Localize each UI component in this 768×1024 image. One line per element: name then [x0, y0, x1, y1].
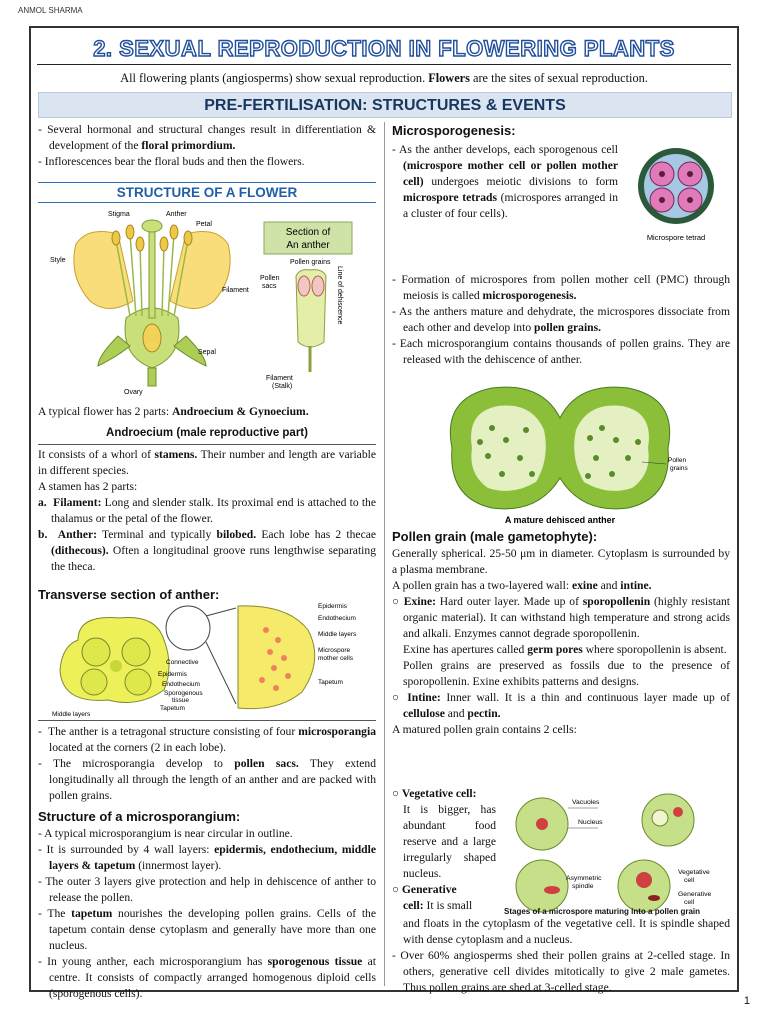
label-pollen-1: Pollen — [668, 457, 687, 464]
rule — [38, 182, 376, 183]
bullet-floral: - Several hormonal and structural changes result in differentiation & development of the floral primordium. — [38, 123, 376, 152]
section-title-2: An anther — [286, 240, 330, 251]
section-banner: PRE-FERTILISATION: STRUCTURES & EVENTS — [38, 92, 732, 118]
tetrad-caption: Microspore tetrad — [646, 233, 706, 242]
dehisced-anther-figure — [432, 378, 768, 526]
page-frame — [29, 26, 739, 1000]
generative-desc: and floats in the cytoplasm of the vegetative cell. It is spindle shaped with dense cytoplasm and a nucleus. — [403, 917, 730, 946]
label-filament: Filament — [222, 287, 249, 294]
pg-wall: A pollen grain has a two-layered wall: exine and intine. — [392, 578, 652, 592]
author-name: ANMOL SHARMA — [18, 6, 83, 15]
tetragonal-text — [38, 724, 376, 804]
vegetative-cell-text — [392, 786, 496, 914]
whorl-text: It consists of a whorl of stamens. Their number and length are variable in different species. — [38, 448, 376, 477]
pollen-stages-figure — [508, 790, 768, 924]
label-sporogenous-1: Sporogenous — [164, 690, 203, 697]
generative-label: ○ Generative — [392, 882, 457, 896]
ms-bullets — [392, 272, 730, 368]
title-rule — [37, 64, 731, 65]
label-pollen-sacs-2: sacs — [262, 283, 277, 290]
rule — [38, 444, 376, 445]
ts-anther-diagram — [38, 600, 376, 718]
bullet-ms3: - As the anthers mature and dehydrate, the microspores dissociate from each other and develop into pollen grains. — [392, 304, 730, 334]
exine-germ-pores: Exine has apertures called germ pores where sporopollenin is absent. — [403, 642, 727, 656]
bullet-inflorescence: - Inflorescences bear the floral buds and then the flowers. — [38, 154, 305, 168]
page-number: 1 — [743, 995, 750, 1007]
bullet-m1: - A typical microsporangium is near circular in outline. — [38, 827, 293, 840]
microsporangium-text — [38, 826, 376, 1002]
label-generative-1: Generative — [678, 891, 712, 898]
intro-bullets — [38, 122, 376, 170]
label-asymmetric-2: spindle — [572, 883, 594, 890]
flower-diagram — [38, 206, 376, 396]
bullet-tetragonal: - The anther is a tetragonal structure consisting of four microsporangia located at the corners (2 in each lobe). — [38, 725, 376, 754]
exine-item: ○ Exine: Hard outer layer. Made up of sporopollenin (highly resistant organic material). It can withstand high temperature and strong acids and alkali. Enzymes cannot degrade sporopollenin. — [392, 594, 730, 640]
pg-general: Generally spherical. 25-50 μm in diameter. Cytoplasm is surrounded by a plasma membrane. — [392, 547, 730, 576]
page-title: 2. SEXUAL REPRODUCTION IN FLOWERING PLANTS — [93, 36, 675, 61]
dehisced-caption: A mature dehisced anther — [504, 515, 616, 525]
ms1-text — [392, 142, 618, 222]
generative-start: cell: It is small — [403, 898, 473, 912]
label-generative-2: cell — [684, 899, 695, 906]
label-petal: Petal — [196, 221, 212, 228]
left-column — [38, 122, 377, 1000]
vegetative-desc: It is bigger, has abundant food reserve and a large irregularly shaped nucleus. — [403, 802, 496, 880]
bullet-pollen-sacs: - The microsporangia develop to pollen sacs. They extend longitudinally all through the length of an anther and are packed with pollen grains. — [38, 756, 376, 802]
label-dehiscence: Line of dehiscence — [336, 266, 343, 325]
exine-fossils: Pollen grains are preserved as fossils due to the presence of sporopollenin. Exine exhibits patterns and designs. — [403, 658, 730, 688]
bullet-m3: - The outer 3 layers give protection and help in dehiscence of anther to release the pollen. — [38, 874, 376, 904]
label-vegetative-2: cell — [684, 877, 695, 884]
label-pollen-grains: Pollen grains — [290, 259, 331, 266]
label-stigma: Stigma — [108, 211, 130, 218]
label-r-endothecium: Endothecium — [318, 615, 356, 622]
bullet-ms2: - Formation of microspores from pollen mother cell (PMC) through meiosis is called microsporogenesis. — [392, 273, 730, 302]
label-vegetative-1: Vegetative — [678, 869, 710, 876]
label-stalk-1: Filament — [266, 375, 293, 382]
label-r-middle-layers: Middle layers — [318, 631, 357, 638]
label-anther: Anther — [166, 211, 187, 218]
androecium-heading: Androecium (male reproductive part) — [106, 427, 308, 439]
bullet-m5: - In young anther, each microsporangium has sporogenous tissue at centre. It consists of compactly arranged homogenous diploid cells (sporogenous cells). — [38, 954, 377, 1000]
stages-caption: Stages of a microspore maturing into a pollen grain — [504, 907, 701, 916]
pollen-grain-heading: Pollen grain (male gametophyte): — [392, 529, 598, 544]
stamen-parts: A stamen has 2 parts: — [38, 479, 138, 493]
label-ovary: Ovary — [124, 389, 143, 396]
label-connective: Connective — [166, 659, 199, 666]
androecium-text — [38, 447, 376, 575]
microsporogenesis-heading: Microsporogenesis: — [392, 123, 516, 138]
rule — [38, 202, 376, 203]
generative-cont — [392, 916, 730, 996]
bullet-ms4: - Each microsporangium contains thousands of pollen grains. They are released with the dehiscence of anther. — [392, 336, 730, 366]
label-r-epidermis: Epidermis — [318, 603, 347, 610]
label-sepal: Sepal — [198, 349, 216, 356]
right-column — [392, 122, 731, 994]
column-divider — [384, 122, 385, 986]
tetrad-figure — [624, 142, 768, 246]
two-parts: A typical flower has 2 parts: Androecium & Gynoecium. — [38, 405, 309, 418]
bullet-m4: - The tapetum nourishes the developing pollen grains. Cells of the tapetum contain dense cytoplasm and generally have more than one nucleus. — [38, 906, 376, 952]
intine-item: ○ Intine: Inner wall. It is a thin and continuous layer made up of cellulose and pectin. — [392, 690, 731, 720]
label-style: Style — [50, 257, 66, 264]
label-middle-layers: Middle layers — [52, 711, 91, 718]
label-r-tapetum: Tapetum — [318, 679, 343, 686]
structure-heading: STRUCTURE OF A FLOWER — [116, 185, 298, 200]
label-sporogenous-2: tissue — [172, 697, 189, 704]
label-epidermis: Epidermis — [158, 671, 187, 678]
label-endothecium: Endothecium — [162, 681, 200, 688]
rule — [38, 720, 376, 721]
pollen-grain-text — [392, 546, 730, 738]
label-stalk-2: (Stalk) — [272, 383, 293, 390]
label-r-microspore-2: mother cells — [318, 655, 354, 662]
filament-item: a. Filament: Long and slender stalk. Its proximal end is attached to the thalamus or the petal of the flower. — [38, 495, 376, 525]
bullet-m2: - It is surrounded by 4 wall layers: epidermis, endothecium, middle layers & tapetum (innermost layer). — [38, 842, 376, 872]
intro-line: All flowering plants (angiosperms) show sexual reproduction. Flowers are the sites of sexual reproduction. — [120, 71, 648, 85]
label-asymmetric-1: Asymmetric — [566, 875, 602, 882]
label-vacuoles: Vacuoles — [572, 799, 600, 806]
label-r-microspore-1: Microspore — [318, 647, 351, 654]
label-nucleus: Nucleus — [578, 819, 603, 826]
bullet-ms1: - As the anther develops, each sporogenous cell (microspore mother cell or pollen mother cell) undergoes meiotic divisions to form microspore tetrads (microspores arranged in a cluster of four cells). — [392, 143, 618, 220]
ts-heading: Transverse section of anther: — [38, 587, 220, 602]
label-tapetum: Tapetum — [160, 705, 185, 712]
matured-line: A matured pollen grain contains 2 cells: — [392, 722, 577, 736]
label-pollen-sacs-1: Pollen — [260, 275, 280, 282]
label-pollen-2: grains — [670, 465, 688, 472]
section-title-1: Section of — [285, 227, 331, 238]
vegetative-item: ○ Vegetative cell: — [392, 787, 477, 800]
microsporangium-heading: Structure of a microsporangium: — [38, 809, 241, 824]
anther-item: b. Anther: Terminal and typically bilobed. Each lobe has 2 thecae (dithecous). Often a longitudinal groove runs lengthwise separating the theca. — [38, 527, 377, 573]
bullet-final: - Over 60% angiosperms shed their pollen grains at 2-celled stage. In others, generative cell divides mitotically to give 2 male gametes. Thus pollen grains are shed at 3-celled stage. — [392, 948, 730, 994]
